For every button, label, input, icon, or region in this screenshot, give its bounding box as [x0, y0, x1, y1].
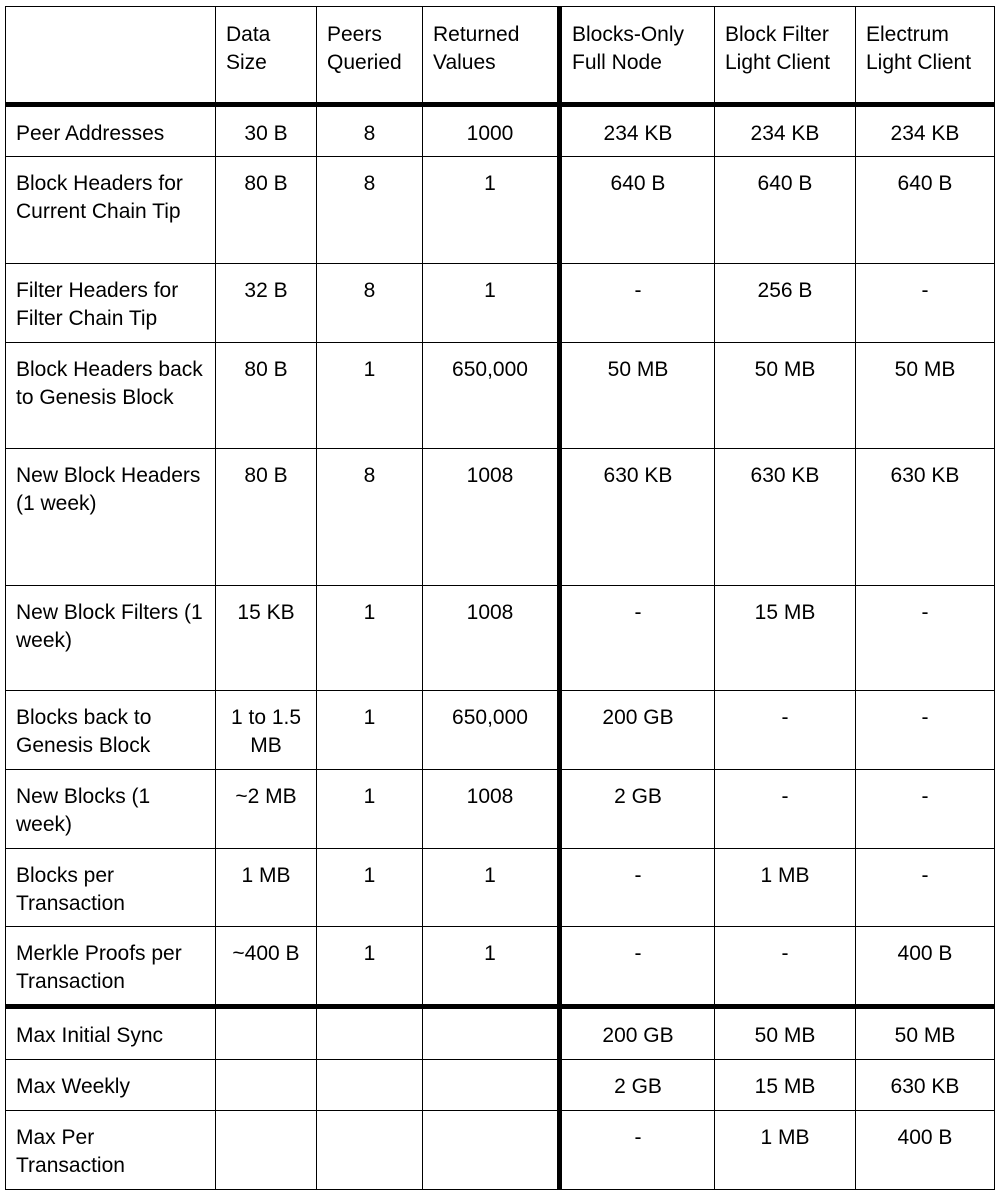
block-filter-cell: 234 KB: [715, 105, 856, 157]
data-size-cell: 80 B: [216, 449, 317, 586]
returned-values-cell: [423, 1111, 560, 1190]
block-filter-cell: 50 MB: [715, 343, 856, 449]
returned-values-cell: 1008: [423, 586, 560, 691]
blocks-only-cell: 2 GB: [560, 1060, 715, 1111]
header-peers-queried-line-2: Queried: [327, 51, 402, 74]
blocks-only-cell: -: [560, 1111, 715, 1190]
row-label: Blocks per Transaction: [6, 849, 216, 927]
row-label: New Block Filters (1 week): [6, 586, 216, 691]
peers-queried-cell: 8: [317, 449, 423, 586]
data-size-cell: 1 to 1.5 MB: [216, 691, 317, 770]
peers-queried-cell: 1: [317, 586, 423, 691]
blocks-only-cell: 200 GB: [560, 691, 715, 770]
summary-row: [6, 1060, 995, 1111]
header-data-size-line-2: Size: [226, 51, 267, 74]
table-row: [6, 849, 995, 927]
peers-queried-cell: 1: [317, 343, 423, 449]
summary-label: Max Initial Sync: [6, 1007, 216, 1060]
header-cell-empty: [6, 7, 216, 105]
summary-row: [6, 1111, 995, 1190]
peers-queried-cell: 1: [317, 849, 423, 927]
header-blocks-only-full-node: [560, 7, 715, 105]
blocks-only-cell: -: [560, 849, 715, 927]
peers-queried-cell: 1: [317, 770, 423, 849]
table-row: [6, 449, 995, 586]
returned-values-cell: 1008: [423, 770, 560, 849]
block-filter-cell: 1 MB: [715, 1111, 856, 1190]
returned-values-cell: 1: [423, 157, 560, 264]
block-filter-cell: 1 MB: [715, 849, 856, 927]
returned-values-cell: 1000: [423, 105, 560, 157]
data-size-cell: [216, 1007, 317, 1060]
header-data-size: [216, 7, 317, 105]
summary-row: [6, 1007, 995, 1060]
data-size-cell: [216, 1060, 317, 1111]
electrum-cell: 50 MB: [856, 1007, 995, 1060]
data-size-cell: 80 B: [216, 343, 317, 449]
block-filter-cell: 630 KB: [715, 449, 856, 586]
row-label: Block Headers for Current Chain Tip: [6, 157, 216, 264]
electrum-cell: -: [856, 849, 995, 927]
block-filter-cell: -: [715, 770, 856, 849]
header-blocks-only-line-1: Blocks-Only: [572, 23, 685, 46]
blocks-only-cell: 234 KB: [560, 105, 715, 157]
returned-values-cell: 1: [423, 927, 560, 1007]
table-row: [6, 157, 995, 264]
blocks-only-cell: 2 GB: [560, 770, 715, 849]
header-block-filter-line-1: Block Filter: [725, 23, 829, 46]
data-size-cell: ~400 B: [216, 927, 317, 1007]
summary-label: Max Weekly: [6, 1060, 216, 1111]
row-label: Peer Addresses: [6, 105, 216, 157]
row-label: Block Headers back to Genesis Block: [6, 343, 216, 449]
data-size-cell: ~2 MB: [216, 770, 317, 849]
summary-label: Max Per Transaction: [6, 1111, 216, 1190]
blocks-only-cell: 50 MB: [560, 343, 715, 449]
row-label: Filter Headers for Filter Chain Tip: [6, 264, 216, 343]
header-data-size-line-1: Data: [226, 23, 271, 46]
blocks-only-cell: 640 B: [560, 157, 715, 264]
electrum-cell: 234 KB: [856, 105, 995, 157]
peers-queried-cell: [317, 1060, 423, 1111]
returned-values-cell: 1008: [423, 449, 560, 586]
table-row: [6, 586, 995, 691]
peers-queried-cell: [317, 1007, 423, 1060]
row-label: Blocks back to Genesis Block: [6, 691, 216, 770]
block-filter-cell: 50 MB: [715, 1007, 856, 1060]
comparison-table: [5, 6, 995, 1190]
blocks-only-cell: -: [560, 927, 715, 1007]
peers-queried-cell: 1: [317, 691, 423, 770]
table-row: [6, 343, 995, 449]
returned-values-cell: 650,000: [423, 343, 560, 449]
blocks-only-cell: 200 GB: [560, 1007, 715, 1060]
data-size-cell: 1 MB: [216, 849, 317, 927]
data-size-cell: 32 B: [216, 264, 317, 343]
electrum-cell: -: [856, 770, 995, 849]
table-row: [6, 770, 995, 849]
table-row: [6, 264, 995, 343]
header-returned-values-line-2: Values: [433, 51, 496, 74]
table-row: [6, 691, 995, 770]
table-row: [6, 105, 995, 157]
electrum-cell: -: [856, 586, 995, 691]
peers-queried-cell: 8: [317, 264, 423, 343]
returned-values-cell: 650,000: [423, 691, 560, 770]
electrum-cell: 630 KB: [856, 449, 995, 586]
data-size-cell: [216, 1111, 317, 1190]
table-row: [6, 927, 995, 1007]
header-block-filter-light-client: [715, 7, 856, 105]
header-returned-values: [423, 7, 560, 105]
data-size-cell: 80 B: [216, 157, 317, 264]
peers-queried-cell: 8: [317, 105, 423, 157]
returned-values-cell: [423, 1060, 560, 1111]
data-size-cell: 15 KB: [216, 586, 317, 691]
header-row: [6, 7, 995, 105]
block-filter-cell: -: [715, 691, 856, 770]
row-label: New Block Headers (1 week): [6, 449, 216, 586]
block-filter-cell: 15 MB: [715, 1060, 856, 1111]
electrum-cell: 640 B: [856, 157, 995, 264]
header-block-filter-line-2: Light Client: [725, 51, 831, 74]
peers-queried-cell: 8: [317, 157, 423, 264]
electrum-cell: 400 B: [856, 927, 995, 1007]
electrum-cell: -: [856, 264, 995, 343]
blocks-only-cell: 630 KB: [560, 449, 715, 586]
peers-queried-cell: 1: [317, 927, 423, 1007]
row-label: Merkle Proofs per Transaction: [6, 927, 216, 1007]
blocks-only-cell: -: [560, 586, 715, 691]
header-returned-values-line-1: Returned: [433, 23, 520, 46]
header-electrum-light-client: [856, 7, 995, 105]
block-filter-cell: 15 MB: [715, 586, 856, 691]
block-filter-cell: -: [715, 927, 856, 1007]
data-size-cell: 30 B: [216, 105, 317, 157]
electrum-cell: 50 MB: [856, 343, 995, 449]
comparison-table-wrapper: [5, 6, 995, 1190]
header-peers-queried: [317, 7, 423, 105]
electrum-cell: 400 B: [856, 1111, 995, 1190]
header-electrum-line-1: Electrum: [866, 23, 949, 46]
returned-values-cell: 1: [423, 849, 560, 927]
block-filter-cell: 256 B: [715, 264, 856, 343]
returned-values-cell: [423, 1007, 560, 1060]
header-blocks-only-line-2: Full Node: [572, 51, 662, 74]
block-filter-cell: 640 B: [715, 157, 856, 264]
row-label: New Blocks (1 week): [6, 770, 216, 849]
electrum-cell: 630 KB: [856, 1060, 995, 1111]
blocks-only-cell: -: [560, 264, 715, 343]
header-electrum-line-2: Light Client: [866, 51, 972, 74]
peers-queried-cell: [317, 1111, 423, 1190]
electrum-cell: -: [856, 691, 995, 770]
returned-values-cell: 1: [423, 264, 560, 343]
header-peers-queried-line-1: Peers: [327, 23, 382, 46]
